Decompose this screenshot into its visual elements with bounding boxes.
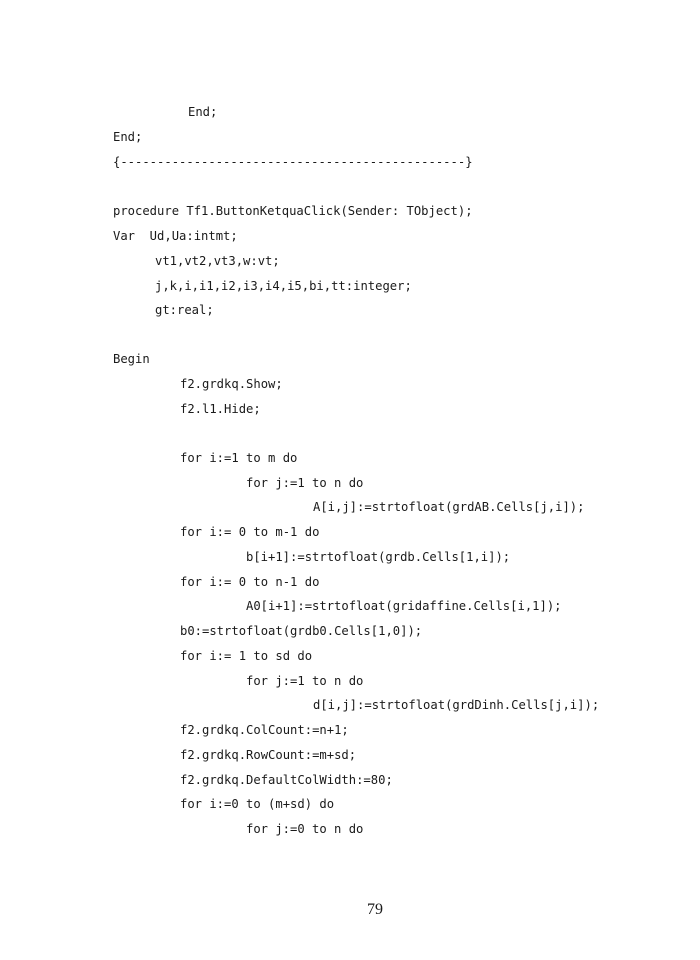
code-line: for i:=0 to (m+sd) do	[180, 797, 335, 811]
code-line: f2.grdkq.DefaultColWidth:=80;	[180, 773, 393, 787]
code-line: procedure Tf1.ButtonKetquaClick(Sender: TObject);	[113, 204, 473, 218]
code-line: b0:=strtofloat(grdb0.Cells[1,0]);	[180, 624, 423, 638]
code-line: j,k,i,i1,i2,i3,i4,i5,bi,tt:integer;	[155, 279, 412, 293]
code-line: for i:=1 to m do	[180, 451, 298, 465]
code-line: for j:=1 to n do	[246, 674, 364, 688]
code-line: Begin	[113, 352, 150, 366]
code-line: f2.grdkq.RowCount:=m+sd;	[180, 748, 357, 762]
code-line: for i:= 0 to n-1 do	[180, 575, 320, 589]
code-line: f2.grdkq.ColCount:=n+1;	[180, 723, 349, 737]
code-line: for j:=0 to n do	[246, 822, 364, 836]
code-line: for j:=1 to n do	[246, 476, 364, 490]
code-line: f2.grdkq.Show;	[180, 377, 283, 391]
code-line: gt:real;	[155, 303, 214, 317]
code-line: d[i,j]:=strtofloat(grdDinh.Cells[j,i]);	[313, 698, 600, 712]
code-line: for i:= 1 to sd do	[180, 649, 313, 663]
code-line: {-----------------------------------------------}	[113, 155, 473, 169]
code-line: End;	[113, 130, 143, 144]
code-line: f2.l1.Hide;	[180, 402, 261, 416]
code-line: for i:= 0 to m-1 do	[180, 525, 320, 539]
code-line: End;	[188, 105, 218, 119]
code-line: vt1,vt2,vt3,w:vt;	[155, 254, 280, 268]
code-line: Var Ud,Ua:intmt;	[113, 229, 238, 243]
code-line: b[i+1]:=strtofloat(grdb.Cells[1,i]);	[246, 550, 511, 564]
code-line: A[i,j]:=strtofloat(grdAB.Cells[j,i]);	[313, 500, 585, 514]
code-line: A0[i+1]:=strtofloat(gridaffine.Cells[i,1]);	[246, 599, 562, 613]
page-number: 79	[367, 901, 383, 918]
